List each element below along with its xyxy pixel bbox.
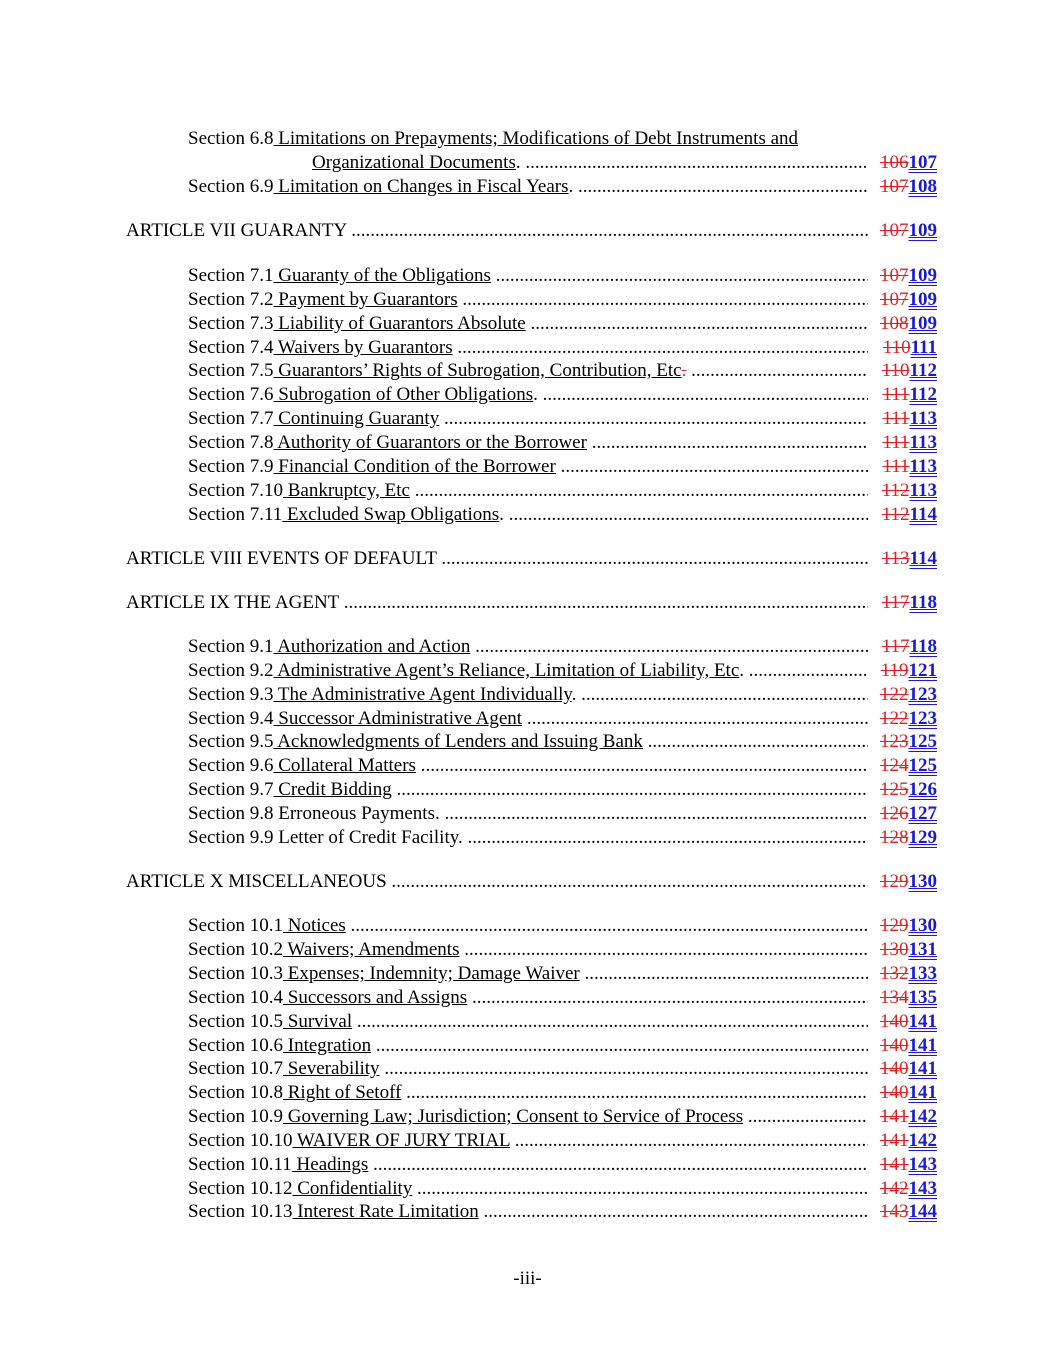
toc-page-numbers xyxy=(868,151,937,174)
toc-page-numbers xyxy=(868,1153,937,1176)
toc-label: Section 9.2 xyxy=(188,660,274,681)
toc-suffix: . xyxy=(515,152,521,173)
deleted-period: . xyxy=(681,360,687,381)
toc-entry xyxy=(0,802,1055,825)
toc-title-link[interactable]: Collateral Matters xyxy=(273,755,416,776)
old-page-number: 119 xyxy=(880,660,909,681)
new-page-link[interactable]: 113 xyxy=(909,480,937,501)
old-page-number: 107 xyxy=(880,289,909,310)
toc-title-link[interactable]: Interest Rate Limitation xyxy=(292,1201,479,1222)
new-page-link[interactable]: 135 xyxy=(908,987,937,1008)
toc-page-numbers xyxy=(868,683,937,706)
old-page-number: 126 xyxy=(880,803,909,824)
toc-title-link[interactable]: Authority of Guarantors or the Borrower xyxy=(273,432,587,453)
toc-page-numbers xyxy=(868,1105,937,1128)
toc-label: Section 9.6 xyxy=(188,755,274,776)
toc-page-numbers xyxy=(868,175,937,198)
toc-label: Section 9.9 xyxy=(188,827,274,848)
toc-page-numbers xyxy=(868,503,937,526)
toc-page-numbers xyxy=(868,826,937,849)
toc-page-numbers xyxy=(868,288,937,311)
toc-entry-text xyxy=(188,383,868,406)
toc-page-numbers xyxy=(868,383,937,406)
toc-entry xyxy=(0,503,1055,526)
toc-entry-text xyxy=(188,431,868,454)
toc-label: ARTICLE VII xyxy=(126,220,236,241)
toc-entry-text xyxy=(188,336,868,359)
toc-entry xyxy=(0,175,1055,198)
toc-title-link[interactable]: Bankruptcy, Etc xyxy=(283,480,410,501)
old-page-number: 130 xyxy=(880,939,909,960)
toc-title-link[interactable]: The Administrative Agent Individually xyxy=(273,684,572,705)
old-page-number: 111 xyxy=(882,432,910,453)
new-page-link[interactable]: 114 xyxy=(909,504,937,525)
old-page-number: 123 xyxy=(880,731,909,752)
toc-page-numbers xyxy=(868,1057,937,1080)
toc-page-numbers xyxy=(868,547,937,570)
toc-title-link[interactable]: Notices xyxy=(283,915,346,936)
toc-entry-text xyxy=(126,591,868,614)
old-page-number: 128 xyxy=(880,827,909,848)
toc-entry-text xyxy=(188,312,868,335)
new-page-link[interactable]: 130 xyxy=(908,915,937,936)
toc-label: Section 10.6 xyxy=(188,1035,283,1056)
new-page-link[interactable]: 141 xyxy=(908,1011,937,1032)
old-page-number: 124 xyxy=(880,755,909,776)
old-page-number: 134 xyxy=(880,987,909,1008)
toc-suffix: . xyxy=(533,384,538,405)
old-page-number: 111 xyxy=(882,456,910,477)
toc-entry xyxy=(0,962,1055,985)
toc-label: Section 10.13 xyxy=(188,1201,293,1222)
toc-entry-text xyxy=(188,455,868,478)
toc-entry xyxy=(0,288,1055,311)
toc-entry xyxy=(0,1153,1055,1176)
new-page-link[interactable]: 114 xyxy=(909,548,937,569)
toc-entry-text xyxy=(188,288,868,311)
toc-page-numbers xyxy=(868,359,937,382)
toc-label: Section 10.5 xyxy=(188,1011,283,1032)
toc-label: Section 10.4 xyxy=(188,987,283,1008)
old-page-number: 111 xyxy=(882,384,910,405)
toc-label: Section 10.3 xyxy=(188,963,283,984)
toc-title-link[interactable]: Right of Setoff xyxy=(283,1082,402,1103)
toc-label: Section 10.10 xyxy=(188,1130,293,1151)
old-page-number: 107 xyxy=(880,265,909,286)
toc-title-link[interactable]: Subrogation of Other Obligations xyxy=(273,384,534,405)
toc-label: Section 9.7 xyxy=(188,779,274,800)
new-page-link[interactable]: 107 xyxy=(908,152,937,173)
toc-label: Section 6.8 xyxy=(188,128,274,149)
new-page-link[interactable]: 127 xyxy=(908,803,937,824)
toc-entry xyxy=(0,635,1055,658)
toc-entry-text xyxy=(188,986,868,1009)
new-page-link[interactable]: 109 xyxy=(908,313,937,334)
toc-title-link[interactable]: Financial Condition of the Borrower xyxy=(273,456,556,477)
toc-entry-text xyxy=(188,1129,868,1152)
toc-entry xyxy=(0,730,1055,753)
page-number-footer: -iii- xyxy=(513,1268,542,1289)
new-page-link[interactable]: 109 xyxy=(908,289,937,310)
toc-entry-text xyxy=(188,962,868,985)
old-page-number: 122 xyxy=(880,684,909,705)
toc-title-link[interactable]: Limitations on Prepayments; Modifications of Debt Instruments and xyxy=(273,128,799,149)
toc-page-numbers xyxy=(868,635,937,658)
old-page-number: 122 xyxy=(880,708,909,729)
toc-entry xyxy=(0,1200,1055,1223)
toc-title-link[interactable]: Survival xyxy=(283,1011,353,1032)
toc-suffix: . xyxy=(571,684,577,705)
toc-title-link[interactable]: Waivers by Guarantors xyxy=(273,337,453,358)
toc-entry-text xyxy=(188,754,868,777)
toc-entry-text xyxy=(188,659,868,682)
new-page-link[interactable]: 142 xyxy=(908,1130,937,1151)
old-page-number: 110 xyxy=(882,337,911,358)
old-page-number: 113 xyxy=(881,548,910,569)
toc-entry-text xyxy=(126,219,868,242)
toc-entry-text xyxy=(188,359,868,382)
toc-label: Section 7.4 xyxy=(188,337,274,358)
toc-page-numbers xyxy=(868,730,937,753)
toc-title[interactable]: THE AGENT xyxy=(229,592,339,613)
new-page-link[interactable]: 141 xyxy=(908,1058,937,1079)
toc-entry-text xyxy=(188,1010,868,1033)
old-page-number: 106 xyxy=(880,152,909,173)
toc-entry-text xyxy=(188,778,868,801)
new-page-link[interactable]: 109 xyxy=(908,220,937,241)
old-page-number: 107 xyxy=(880,220,909,241)
toc-suffix: . xyxy=(568,176,574,197)
old-page-number: 129 xyxy=(880,871,909,892)
toc-entry xyxy=(0,1034,1055,1057)
toc-title[interactable]: GUARANTY xyxy=(235,220,347,241)
toc-entry-continuation xyxy=(0,151,1055,174)
toc-entry xyxy=(0,455,1055,478)
old-page-number: 112 xyxy=(881,480,910,501)
new-page-link[interactable]: 113 xyxy=(909,432,937,453)
toc-label: Section 9.4 xyxy=(188,708,274,729)
toc-page-numbers xyxy=(868,659,937,682)
toc-entry xyxy=(0,1010,1055,1033)
toc-entry xyxy=(0,1081,1055,1104)
toc-entry xyxy=(0,1177,1055,1200)
toc-entry-text xyxy=(188,175,868,198)
new-page-link[interactable]: 118 xyxy=(909,592,937,613)
toc-entry xyxy=(0,336,1055,359)
toc-article xyxy=(0,219,1055,242)
toc-entry xyxy=(0,683,1055,706)
toc-page-numbers xyxy=(868,870,937,893)
toc-label: Section 7.9 xyxy=(188,456,274,477)
new-page-link[interactable]: 131 xyxy=(908,939,937,960)
toc-label: Section 7.1 xyxy=(188,265,274,286)
old-page-number: 140 xyxy=(880,1082,909,1103)
toc-page-numbers xyxy=(868,312,937,335)
old-page-number: 140 xyxy=(880,1035,909,1056)
old-page-number: 125 xyxy=(880,779,909,800)
toc-entry xyxy=(0,1057,1055,1080)
toc-label: Section 7.11 xyxy=(188,504,283,525)
toc-entry-text xyxy=(188,503,868,526)
toc-entry-text xyxy=(188,914,868,937)
toc-page-numbers xyxy=(868,455,937,478)
old-page-number: 132 xyxy=(880,963,909,984)
toc-title-link[interactable]: Confidentiality xyxy=(292,1178,413,1199)
toc-label: Section 7.3 xyxy=(188,313,274,334)
toc-entry xyxy=(0,264,1055,287)
toc-title-link[interactable]: Governing Law; Jurisdiction; Consent to Service of Process xyxy=(283,1106,744,1127)
toc-entry xyxy=(0,659,1055,682)
new-page-link[interactable]: 133 xyxy=(908,963,937,984)
new-page-link[interactable]: 111 xyxy=(910,337,937,358)
new-page-link[interactable]: 126 xyxy=(908,779,937,800)
toc-entry-text xyxy=(188,1153,868,1176)
toc-suffix: . xyxy=(739,660,745,681)
old-page-number: 110 xyxy=(881,360,910,381)
toc-entry-text xyxy=(188,1200,868,1223)
old-page-number: 141 xyxy=(880,1154,909,1175)
toc-entry xyxy=(0,914,1055,937)
toc-suffix: . xyxy=(499,504,504,525)
toc-page-numbers xyxy=(868,264,937,287)
toc-title-link[interactable]: Limitation on Changes in Fiscal Years xyxy=(273,176,569,197)
new-page-link[interactable]: 121 xyxy=(908,660,937,681)
toc-label: ARTICLE IX xyxy=(126,592,230,613)
old-page-number: 141 xyxy=(880,1106,909,1127)
toc-title-link[interactable]: Authorization and Action xyxy=(273,636,471,657)
toc-entry xyxy=(0,359,1055,382)
toc-entry xyxy=(0,431,1055,454)
toc-title-link[interactable]: Continuing Guaranty xyxy=(273,408,440,429)
new-page-link[interactable]: 143 xyxy=(908,1154,937,1175)
old-page-number: 111 xyxy=(882,408,910,429)
toc-title-link[interactable]: Credit Bidding xyxy=(273,779,392,800)
toc-label: ARTICLE VIII xyxy=(126,548,243,569)
old-page-number: 108 xyxy=(880,313,909,334)
toc-page-numbers xyxy=(868,754,937,777)
toc-entry-text xyxy=(188,1034,868,1057)
toc-entry-text xyxy=(188,683,868,706)
toc-title-link[interactable]: Successor Administrative Agent xyxy=(273,708,523,729)
new-page-link[interactable]: 130 xyxy=(908,871,937,892)
toc-page-numbers xyxy=(868,778,937,801)
toc-entry xyxy=(0,938,1055,961)
toc-entry xyxy=(0,127,1055,150)
toc-entry-text xyxy=(188,1105,868,1128)
toc-label: Section 7.6 xyxy=(188,384,274,405)
toc-title-link[interactable]: Organizational Documents xyxy=(312,152,516,173)
new-page-link[interactable]: 143 xyxy=(908,1178,937,1199)
toc-label: Section 9.5 xyxy=(188,731,274,752)
toc-label: Section 9.3 xyxy=(188,684,274,705)
old-page-number: 129 xyxy=(880,915,909,936)
new-page-link[interactable]: 123 xyxy=(908,708,937,729)
toc-title-link[interactable]: Expenses; Indemnity; Damage Waiver xyxy=(283,963,580,984)
toc-label: Section 10.1 xyxy=(188,915,283,936)
toc-page-numbers xyxy=(868,479,937,502)
old-page-number: 141 xyxy=(880,1130,909,1151)
old-page-number: 117 xyxy=(881,636,910,657)
toc-title-link[interactable]: WAIVER OF JURY TRIAL xyxy=(292,1130,510,1151)
toc-page-numbers xyxy=(868,407,937,430)
toc-page-numbers xyxy=(868,219,937,242)
toc-page-numbers xyxy=(868,1081,937,1104)
toc-entry-text xyxy=(188,479,868,502)
toc-label: Section 7.5 xyxy=(188,360,274,381)
toc-title-link[interactable]: Integration xyxy=(283,1035,372,1056)
toc-entry-text xyxy=(188,1177,868,1200)
toc-title-link[interactable]: Severability xyxy=(283,1058,380,1079)
new-page-link[interactable]: 112 xyxy=(909,384,937,405)
toc-entry xyxy=(0,826,1055,849)
toc-page-numbers xyxy=(868,1177,937,1200)
toc-entry xyxy=(0,778,1055,801)
toc-page-numbers xyxy=(868,1200,937,1223)
new-page-link[interactable]: 113 xyxy=(909,456,937,477)
toc-entry xyxy=(0,383,1055,406)
toc-label: Section 10.11 xyxy=(188,1154,292,1175)
toc-entry-text xyxy=(312,151,868,174)
toc-label: Section 7.7 xyxy=(188,408,274,429)
toc-entry-text xyxy=(188,730,868,753)
toc-title-link[interactable]: Successors and Assigns xyxy=(283,987,468,1008)
toc-entry xyxy=(0,1129,1055,1152)
toc-label: Section 10.9 xyxy=(188,1106,283,1127)
toc-title-link[interactable]: Guarantors’ Rights of Subrogation, Contribution, Etc xyxy=(273,360,682,381)
new-page-link[interactable]: 109 xyxy=(908,265,937,286)
new-page-link[interactable]: 142 xyxy=(908,1106,937,1127)
toc-page-numbers xyxy=(868,938,937,961)
toc-page-numbers xyxy=(868,591,937,614)
toc-entry-text xyxy=(126,870,868,893)
new-page-link[interactable]: 144 xyxy=(908,1201,937,1222)
toc-entry-text xyxy=(188,127,868,150)
toc-entry xyxy=(0,407,1055,430)
toc-entry-text xyxy=(126,547,868,570)
toc-entry xyxy=(0,986,1055,1009)
toc-entry-text xyxy=(188,407,868,430)
toc-page-numbers xyxy=(868,914,937,937)
toc-label: Section 10.2 xyxy=(188,939,283,960)
toc-entry xyxy=(0,1105,1055,1128)
toc-entry-text xyxy=(188,826,868,849)
new-page-link[interactable]: 125 xyxy=(908,755,937,776)
old-page-number: 140 xyxy=(880,1011,909,1032)
toc-page-numbers xyxy=(868,1129,937,1152)
toc-page-numbers xyxy=(868,986,937,1009)
toc-title-link[interactable]: Guaranty of the Obligations xyxy=(273,265,491,286)
toc-entry-text xyxy=(188,1057,868,1080)
toc-title[interactable]: Letter of Credit Facility. xyxy=(273,827,463,848)
new-page-link[interactable]: 141 xyxy=(908,1035,937,1056)
toc-label: Section 10.12 xyxy=(188,1178,293,1199)
toc-label: Section 9.8 xyxy=(188,803,274,824)
toc-entry-text xyxy=(188,938,868,961)
new-page-link[interactable]: 112 xyxy=(909,360,937,381)
toc-page-numbers xyxy=(868,962,937,985)
toc-article xyxy=(0,591,1055,614)
toc-article xyxy=(0,547,1055,570)
toc-page-numbers xyxy=(868,336,937,359)
toc-label: Section 7.2 xyxy=(188,289,274,310)
toc-label: Section 10.7 xyxy=(188,1058,283,1079)
toc-label: Section 7.10 xyxy=(188,480,283,501)
toc-entry-text xyxy=(188,635,868,658)
new-page-link[interactable]: 108 xyxy=(908,176,937,197)
new-page-link[interactable]: 123 xyxy=(908,684,937,705)
toc-page-numbers xyxy=(868,707,937,730)
toc-title[interactable]: MISCELLANEOUS xyxy=(223,871,387,892)
toc-title[interactable]: EVENTS OF DEFAULT xyxy=(242,548,437,569)
old-page-number: 143 xyxy=(880,1201,909,1222)
toc-entry xyxy=(0,479,1055,502)
old-page-number: 117 xyxy=(881,592,910,613)
toc-title-link[interactable]: Payment by Guarantors xyxy=(273,289,458,310)
toc-title[interactable]: Erroneous Payments. xyxy=(273,803,440,824)
new-page-link[interactable]: 141 xyxy=(908,1082,937,1103)
toc-title-link[interactable]: Liability of Guarantors Absolute xyxy=(273,313,526,334)
toc-title-link[interactable]: Waivers; Amendments xyxy=(283,939,460,960)
old-page-number: 112 xyxy=(881,504,910,525)
toc-label: Section 10.8 xyxy=(188,1082,283,1103)
toc-entry xyxy=(0,754,1055,777)
new-page-link[interactable]: 113 xyxy=(909,408,937,429)
old-page-number: 140 xyxy=(880,1058,909,1079)
toc-label: Section 6.9 xyxy=(188,176,274,197)
new-page-link[interactable]: 129 xyxy=(908,827,937,848)
toc-label: ARTICLE X xyxy=(126,871,224,892)
toc-title-link[interactable]: Administrative Agent’s Reliance, Limitation of Liability, Etc xyxy=(273,660,740,681)
toc-entry-text xyxy=(188,264,868,287)
toc-title-link[interactable]: Excluded Swap Obligations xyxy=(282,504,500,525)
toc-label: Section 7.8 xyxy=(188,432,274,453)
toc-entry xyxy=(0,312,1055,335)
toc-entry-text xyxy=(188,1081,868,1104)
new-page-link[interactable]: 125 xyxy=(908,731,937,752)
old-page-number: 142 xyxy=(880,1178,909,1199)
toc-page-numbers xyxy=(868,802,937,825)
toc-label: Section 9.1 xyxy=(188,636,274,657)
toc-page-numbers xyxy=(868,1034,937,1057)
old-page-number: 107 xyxy=(880,176,909,197)
toc-title-link[interactable]: Acknowledgments of Lenders and Issuing Bank xyxy=(273,731,643,752)
toc-entry xyxy=(0,707,1055,730)
toc-page-numbers xyxy=(868,431,937,454)
toc-page-numbers xyxy=(868,1010,937,1033)
toc-entry-text xyxy=(188,707,868,730)
toc-entry-text xyxy=(188,802,868,825)
new-page-link[interactable]: 118 xyxy=(909,636,937,657)
toc-title-link[interactable]: Headings xyxy=(291,1154,369,1175)
toc-article xyxy=(0,870,1055,893)
